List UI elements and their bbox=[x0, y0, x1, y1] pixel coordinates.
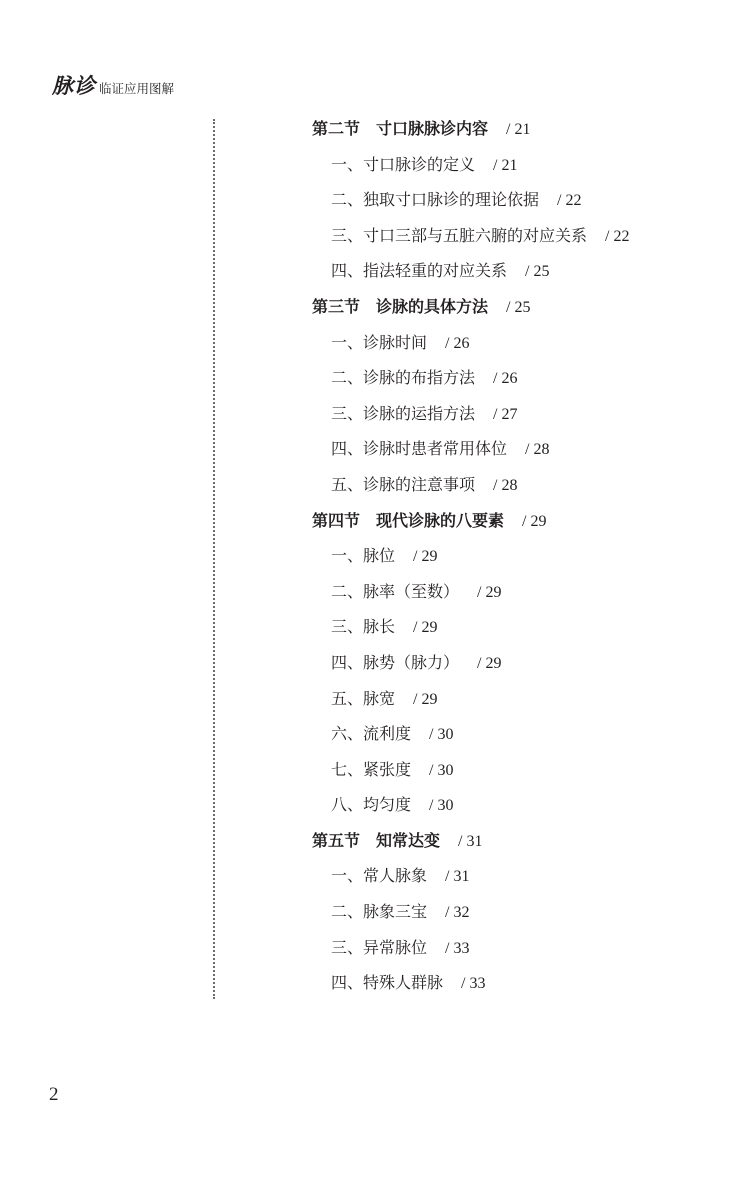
book-logo: 脉诊 bbox=[52, 73, 96, 98]
toc-item-entry[interactable] bbox=[312, 147, 732, 183]
section-label: 第四节 bbox=[312, 510, 361, 530]
toc-section-entry[interactable] bbox=[312, 289, 732, 325]
toc-item-entry[interactable] bbox=[312, 431, 732, 467]
page-reference: / 29 bbox=[477, 583, 502, 601]
item-title: 二、诊脉的布指方法 bbox=[331, 368, 476, 388]
toc-section-entry[interactable] bbox=[312, 823, 732, 859]
table-of-contents bbox=[312, 111, 732, 1001]
item-title: 一、诊脉时间 bbox=[331, 332, 428, 352]
toc-item-entry[interactable] bbox=[312, 645, 732, 681]
toc-item-entry[interactable] bbox=[312, 609, 732, 645]
item-title: 三、异常脉位 bbox=[331, 937, 428, 957]
item-title: 八、均匀度 bbox=[331, 795, 412, 815]
page-reference: / 29 bbox=[413, 619, 438, 637]
toc-item-entry[interactable] bbox=[312, 858, 732, 894]
item-title: 五、诊脉的注意事项 bbox=[331, 474, 476, 494]
item-title: 二、脉象三宝 bbox=[331, 902, 428, 922]
page-reference: / 31 bbox=[458, 832, 483, 850]
item-title: 五、脉宽 bbox=[331, 688, 396, 708]
page-reference: / 30 bbox=[429, 726, 454, 744]
page-reference: / 26 bbox=[445, 334, 470, 352]
page-reference: / 26 bbox=[493, 370, 518, 388]
section-title: 现代诊脉的八要素 bbox=[376, 510, 505, 530]
book-subtitle: 临证应用图解 bbox=[99, 81, 175, 96]
page-reference: / 33 bbox=[445, 939, 470, 957]
section-label: 第三节 bbox=[312, 296, 361, 316]
toc-item-entry[interactable] bbox=[312, 681, 732, 717]
item-title: 二、独取寸口脉诊的理论依据 bbox=[331, 190, 540, 210]
page-reference: / 30 bbox=[429, 797, 454, 815]
page-reference: / 28 bbox=[525, 441, 550, 459]
toc-item-entry[interactable] bbox=[312, 752, 732, 788]
item-title: 三、脉长 bbox=[331, 617, 396, 637]
toc-item-entry[interactable] bbox=[312, 360, 732, 396]
running-header bbox=[52, 70, 175, 98]
page-reference: / 22 bbox=[557, 192, 582, 210]
page-reference: / 29 bbox=[413, 548, 438, 566]
page-reference: / 25 bbox=[506, 298, 531, 316]
toc-section-entry[interactable] bbox=[312, 111, 732, 147]
item-title: 四、特殊人群脉 bbox=[331, 973, 444, 993]
toc-item-entry[interactable] bbox=[312, 325, 732, 361]
page-reference: / 30 bbox=[429, 761, 454, 779]
item-title: 二、脉率（至数） bbox=[331, 581, 460, 601]
item-title: 七、紧张度 bbox=[331, 759, 412, 779]
page-reference: / 33 bbox=[461, 975, 486, 993]
item-title: 三、诊脉的运指方法 bbox=[331, 403, 476, 423]
toc-item-entry[interactable] bbox=[312, 965, 732, 1001]
section-label: 第五节 bbox=[312, 830, 361, 850]
page-reference: / 31 bbox=[445, 868, 470, 886]
toc-section-entry[interactable] bbox=[312, 503, 732, 539]
item-title: 六、流利度 bbox=[331, 724, 412, 744]
page-reference: / 21 bbox=[493, 156, 518, 174]
page-reference: / 22 bbox=[605, 227, 630, 245]
item-title: 四、指法轻重的对应关系 bbox=[331, 261, 508, 281]
item-title: 一、脉位 bbox=[331, 546, 396, 566]
toc-item-entry[interactable] bbox=[312, 467, 732, 503]
toc-item-entry[interactable] bbox=[312, 894, 732, 930]
toc-item-entry[interactable] bbox=[312, 182, 732, 218]
dotted-divider bbox=[213, 119, 215, 999]
item-title: 三、寸口三部与五脏六腑的对应关系 bbox=[331, 225, 588, 245]
toc-item-entry[interactable] bbox=[312, 396, 732, 432]
page-reference: / 32 bbox=[445, 904, 470, 922]
toc-item-entry[interactable] bbox=[312, 787, 732, 823]
item-title: 一、常人脉象 bbox=[331, 866, 428, 886]
page-number: 2 bbox=[49, 1084, 59, 1105]
toc-item-entry[interactable] bbox=[312, 253, 732, 289]
page-reference: / 27 bbox=[493, 405, 518, 423]
page-reference: / 25 bbox=[525, 263, 550, 281]
section-label: 第二节 bbox=[312, 119, 361, 138]
toc-item-entry[interactable] bbox=[312, 930, 732, 966]
item-title: 四、诊脉时患者常用体位 bbox=[331, 439, 508, 459]
page-reference: / 29 bbox=[522, 512, 547, 530]
section-title: 知常达变 bbox=[376, 830, 441, 850]
section-title: 寸口脉脉诊内容 bbox=[376, 119, 489, 138]
page-reference: / 21 bbox=[506, 121, 531, 138]
page-reference: / 29 bbox=[413, 690, 438, 708]
toc-item-entry[interactable] bbox=[312, 218, 732, 254]
page-reference: / 29 bbox=[477, 654, 502, 672]
toc-item-entry[interactable] bbox=[312, 574, 732, 610]
section-title: 诊脉的具体方法 bbox=[376, 296, 489, 316]
page-reference: / 28 bbox=[493, 476, 518, 494]
item-title: 一、寸口脉诊的定义 bbox=[331, 154, 476, 174]
toc-item-entry[interactable] bbox=[312, 716, 732, 752]
item-title: 四、脉势（脉力） bbox=[331, 652, 460, 672]
toc-item-entry[interactable] bbox=[312, 538, 732, 574]
